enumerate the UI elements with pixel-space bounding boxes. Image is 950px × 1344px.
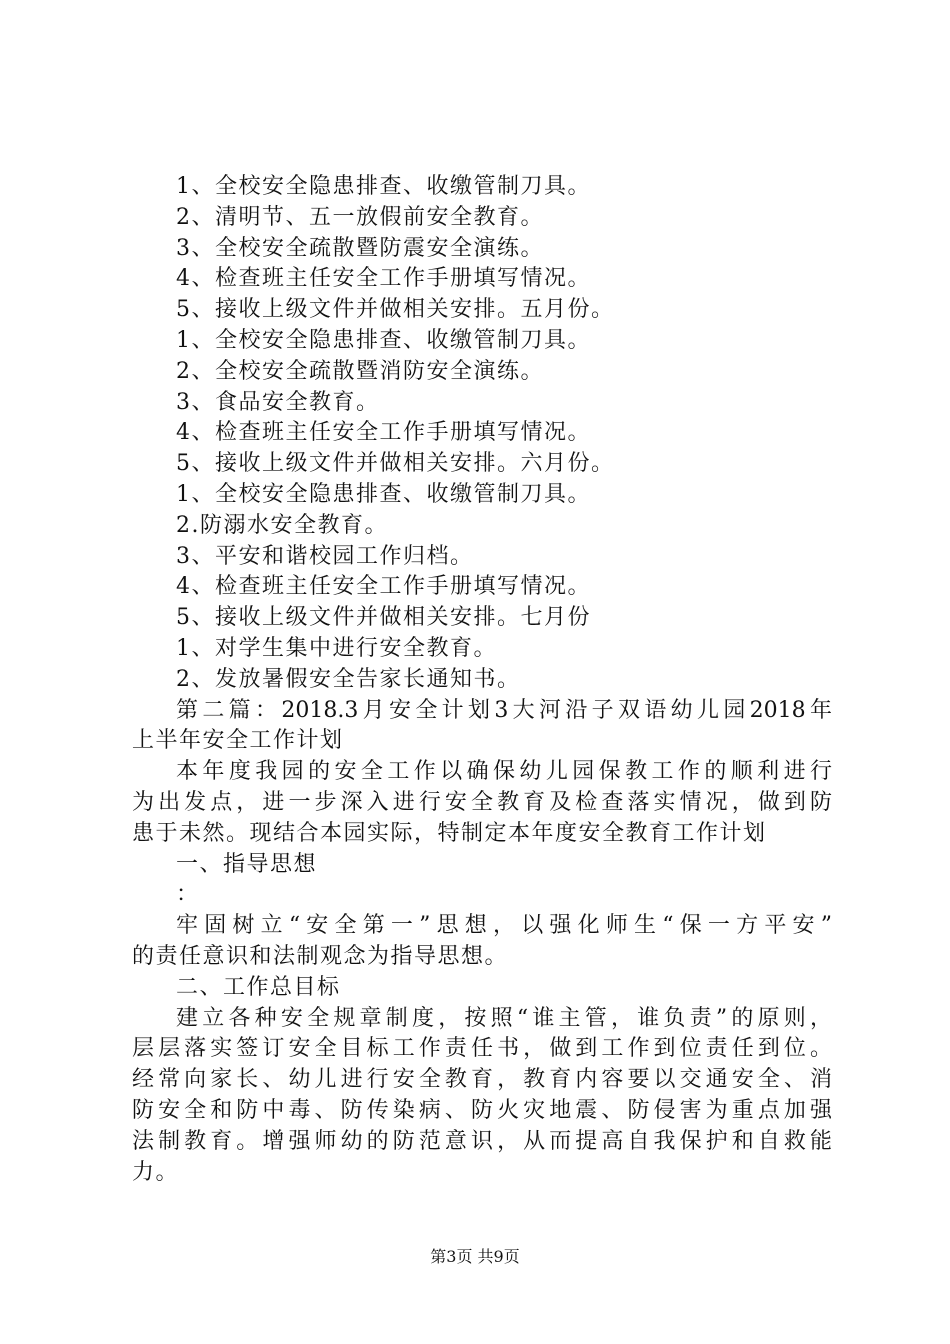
- subheading-overall-goal: 二、工作总目标: [176, 974, 341, 1000]
- text-line: 4、检查班主任安全工作手册填写情况。: [176, 420, 591, 446]
- text-line: 3、全校安全疏散暨防震安全演练。: [176, 235, 544, 261]
- text-line: 4、检查班主任安全工作手册填写情况。: [176, 266, 591, 292]
- paragraph-line: 经常向家长、幼儿进行安全教育，教育内容要以交通安全、消: [132, 1067, 832, 1093]
- colon-line: ：: [176, 882, 199, 908]
- text-line: 4、检查班主任安全工作手册填写情况。: [176, 574, 591, 600]
- paragraph-line: 患于未然。现结合本园实际，特制定本年度安全教育工作计划: [132, 820, 767, 846]
- paragraph-line: 建立各种安全规章制度，按照“谁主管，谁负责”的原则，: [176, 1005, 832, 1031]
- text-line: 1、对学生集中进行安全教育。: [176, 635, 497, 661]
- page-number: 第3页 共9页: [430, 1247, 520, 1266]
- paragraph-line: 防安全和防中毒、防传染病、防火灾地震、防侵害为重点加强: [132, 1097, 832, 1123]
- paragraph-line: 法制教育。增强师幼的防范意识，从而提高自我保护和自救能: [132, 1128, 832, 1154]
- document-body: [132, 172, 832, 1188]
- text-line: 2.防溺水安全教育。: [176, 512, 388, 538]
- paragraph-line: 的责任意识和法制观念为指导思想。: [132, 943, 509, 969]
- text-line: 3、平安和谐校园工作归档。: [176, 543, 474, 569]
- paragraph-line: 层层落实签订安全目标工作责任书，做到工作到位责任到位。: [132, 1036, 832, 1062]
- text-line: 1、全校安全隐患排查、收缴管制刀具。: [176, 327, 591, 353]
- paragraph-line: 为出发点，进一步深入进行安全教育及检查落实情况，做到防: [132, 789, 832, 815]
- paragraph-line: 本年度我园的安全工作以确保幼儿园保教工作的顺利进行: [176, 759, 832, 785]
- section-heading-continued: 上半年安全工作计划: [132, 728, 344, 754]
- paragraph-line: 力。: [132, 1159, 180, 1185]
- text-line: 2、发放暑假安全告家长通知书。: [176, 666, 521, 692]
- text-line: 2、清明节、五一放假前安全教育。: [176, 204, 544, 230]
- text-line: 2、全校安全疏散暨消防安全演练。: [176, 358, 544, 384]
- text-line: 5、接收上级文件并做相关安排。七月份: [176, 605, 591, 631]
- text-line: 3、食品安全教育。: [176, 389, 380, 415]
- paragraph-line: 牢固树立“安全第一”思想，以强化师生“保一方平安”: [176, 913, 832, 939]
- subheading-guiding-thought: 一、指导思想: [176, 851, 318, 877]
- text-line: 5、接收上级文件并做相关安排。五月份。: [176, 297, 615, 323]
- text-line: 1、全校安全隐患排查、收缴管制刀具。: [176, 481, 591, 507]
- text-line: 1、全校安全隐患排查、收缴管制刀具。: [176, 174, 591, 199]
- text-line: 5、接收上级文件并做相关安排。六月份。: [176, 451, 615, 477]
- section-heading: 第二篇：2018.3月安全计划3大河沿子双语幼儿园2018年: [176, 697, 832, 723]
